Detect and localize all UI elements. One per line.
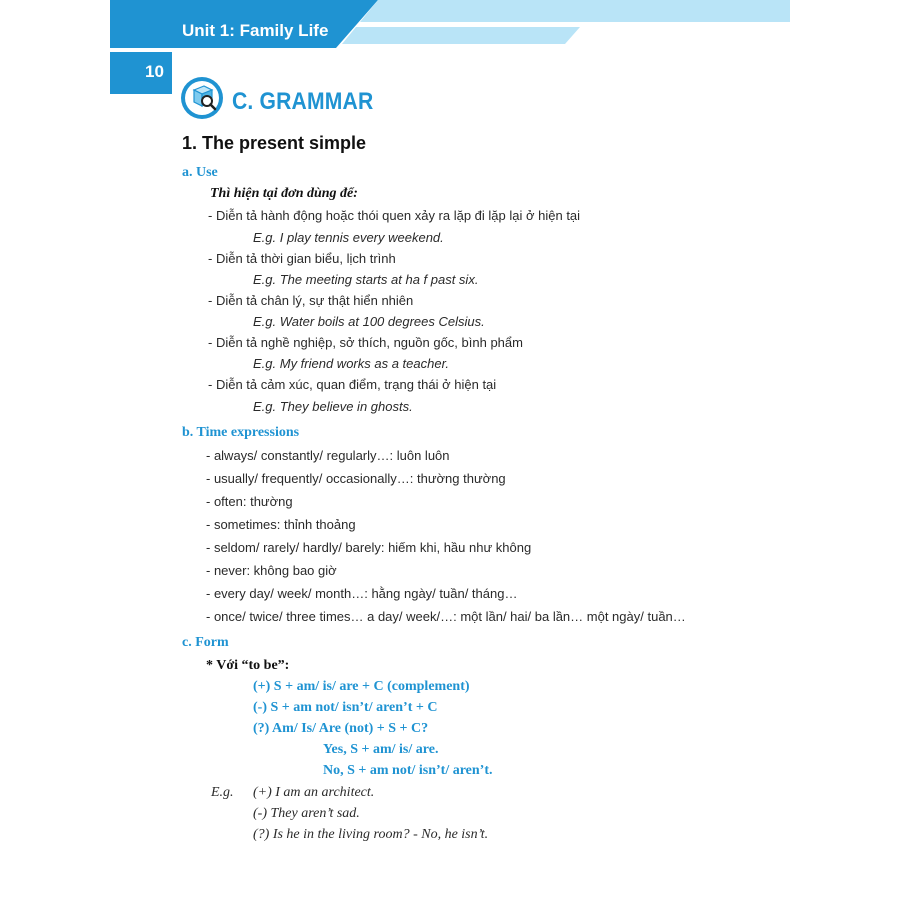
use-item: - Diễn tả hành động hoặc thói quen xảy ra lặp đi lặp lại ở hiện tại (208, 208, 581, 223)
magnifier-cube-icon (180, 76, 224, 120)
time-item: - always/ constantly/ regularly…: luôn luôn (206, 448, 450, 463)
time-heading: b. Time expressions (182, 425, 300, 440)
use-item: - Diễn tả nghề nghiệp, sở thích, nguồn gốc, bình phẩm (208, 335, 523, 350)
use-example: E.g. My friend works as a teacher. (253, 356, 450, 371)
form-answer: No, S + am not/ isn’t/ aren’t. (323, 763, 493, 778)
time-item: - once/ twice/ three times… a day/ week/…: một lần/ hai/ ba lần… một ngày/ tuần… (206, 609, 686, 624)
time-item: - every day/ week/ month…: hằng ngày/ tuần/ tháng… (206, 586, 518, 601)
form-rule: (?) Am/ Is/ Are (not) + S + C? (253, 721, 429, 736)
form-bullet: * Với “to be”: (206, 658, 290, 673)
time-item: - never: không bao giờ (206, 563, 337, 578)
use-example: E.g. Water boils at 100 degrees Celsius. (253, 314, 485, 329)
use-item: - Diễn tả thời gian biểu, lịch trình (208, 251, 396, 266)
section-title: C. GRAMMAR (232, 88, 374, 115)
topic-title: 1. The present simple (182, 133, 367, 153)
form-rule: (+) S + am/ is/ are + C (complement) (253, 679, 470, 694)
form-example: (+) I am an architect. (253, 785, 375, 800)
use-item: - Diễn tả chân lý, sự thật hiển nhiên (208, 293, 414, 308)
time-item: - usually/ frequently/ occasionally…: thường thường (206, 471, 506, 486)
page-number: 10 (145, 62, 164, 81)
time-item: - sometimes: thỉnh thoảng (206, 517, 356, 532)
use-example: E.g. I play tennis every weekend. (253, 230, 444, 245)
eg-label: E.g. (211, 785, 234, 800)
use-example: E.g. The meeting starts at ha f past six. (253, 272, 479, 287)
form-answer: Yes, S + am/ is/ are. (323, 742, 439, 757)
time-item: - often: thường (206, 494, 293, 509)
use-intro: Thì hiện tại đơn dùng để: (210, 186, 358, 201)
use-heading: a. Use (182, 165, 218, 180)
time-item: - seldom/ rarely/ hardly/ barely: hiếm khi, hầu như không (206, 540, 532, 555)
form-heading: c. Form (182, 635, 229, 650)
use-example: E.g. They believe in ghosts. (253, 399, 413, 414)
form-rule: (-) S + am not/ isn’t/ aren’t + C (253, 700, 438, 715)
use-item: - Diễn tả cảm xúc, quan điểm, trạng thái ở hiện tại (208, 377, 497, 392)
unit-title: Unit 1: Family Life (182, 21, 329, 40)
form-example: (-) They aren’t sad. (253, 806, 360, 821)
form-example: (?) Is he in the living room? - No, he isn’t. (253, 827, 489, 842)
